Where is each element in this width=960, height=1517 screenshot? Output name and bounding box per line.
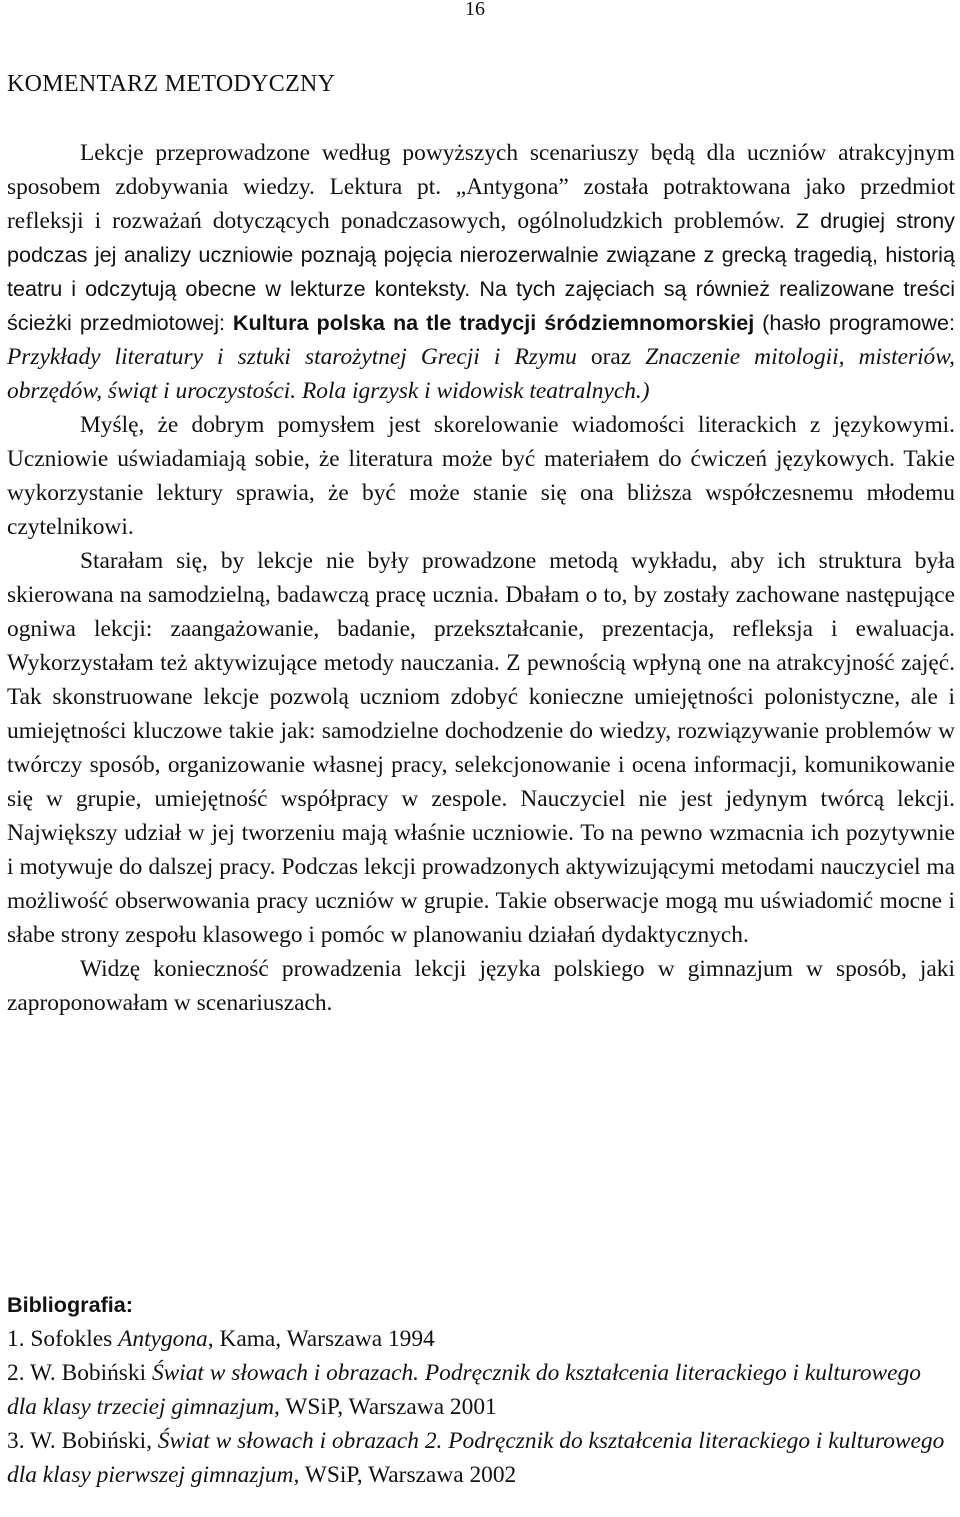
page-number: 16: [465, 0, 485, 20]
cross-curricular-path-title: Kultura polska na tle tradycji śródziemnomorskiej: [232, 310, 755, 335]
bib-item-title: Antygona: [118, 1326, 208, 1352]
paragraph-intro-part-f: oraz: [590, 344, 632, 370]
bib-item-title: Świat w słowach i obrazach 2. Podręcznik do kształcenia literackiego i kulturowego dla klasy pierwszej gimnazjum: [7, 1428, 945, 1488]
program-topic-1: Przykłady literatury i sztuki starożytnej Grecji i Rzymu: [7, 344, 577, 370]
paragraph-intro-part-a: Lekcje przeprowadzone według powyższych scenariuszy będą dla uczniów atrakcyjnym sposobem zdobywania wiedzy. Lektura pt. „Antygona” została potraktowana jako przedmiot refleksji i rozważań dotyczących ponadczasowych, ogólnoludzkich problemów.: [7, 140, 955, 234]
bib-item-publisher: , WSiP, Warszawa 2002: [293, 1462, 517, 1488]
paragraph-intro: [7, 136, 955, 408]
section-heading: KOMENTARZ METODYCZNY: [7, 71, 336, 97]
bib-item-author: 3. W. Bobiński,: [7, 1428, 158, 1454]
bibliography: [7, 1288, 955, 1492]
bib-item-title: Świat w słowach i obrazach. Podręcznik do kształcenia literackiego i kulturowego dla klasy trzeciej gimnazjum: [7, 1360, 921, 1420]
paragraph-intro-part-d: (hasło programowe:: [762, 310, 955, 335]
bib-item-publisher: , WSiP, Warszawa 2001: [274, 1394, 497, 1420]
bib-item-author: 2. W. Bobiński: [7, 1360, 152, 1386]
paragraph-methods: Starałam się, by lekcje nie były prowadzone metodą wykładu, aby ich struktura była skierowana na samodzielną, badawczą pracę ucznia. Dbałam o to, by zostały zachowane następujące ogniwa lekcji: zaangażowanie, badanie, przekształcanie, prezentacja, refleksja i ewaluacja. Wykorzystałam też aktywizujące metody nauczania. Z pewnością wpłyną one na atrakcyjność zajęć. Tak skonstruowane lekcje pozwolą uczniom zdobyć konieczne umiejętności polonistyczne, ale i umiejętności kluczowe takie jak: samodzielne dochodzenie do wiedzy, rozwiązywanie problemów w twórczy sposób, organizowanie własnej pracy, selekcjonowanie i ocena informacji, komunikowanie się w grupie, umiejętność współpracy w zespole. Nauczyciel nie jest jedynym twórcą lekcji. Największy udział w jej tworzeniu mają właśnie uczniowie. To na pewno wzmacnia ich pozytywnie i motywuje do dalszej pracy. Podczas lekcji prowadzonych aktywizującymi metodami nauczyciel ma możliwość obserwowania pracy uczniów w grupie. Takie obserwacje mogą mu uświadomić mocne i słabe strony zespołu klasowego i pomóc w planowaniu działań dydaktycznych.: [7, 548, 955, 948]
paragraph-intro-part-b: Z drugiej strony podczas jej analizy uczniowie poznają pojęcia nierozerwalnie związane z grecką tragedią, historią teatru i odczytują obecne w lekturze konteksty. Na tych zajęciach są również realizowane treści ścieżki przedmiotowej:: [7, 208, 955, 335]
paragraph-conclusion: Widzę konieczność prowadzenia lekcji języka polskiego w gimnazjum w sposób, jaki zaproponowałam w scenariuszach.: [7, 956, 955, 1016]
paragraph-correlation: Myślę, że dobrym pomysłem jest skorelowanie wiadomości literackich z językowymi. Uczniowie uświadamiają sobie, że literatura może być materiałem do ćwiczeń językowych. Takie wykorzystanie lektury sprawia, że być może stanie się ona bliższa współczesnemu młodemu czytelnikowi.: [7, 412, 955, 540]
program-topic-2: Znaczenie mitologii, misteriów, obrzędów, świąt i uroczystości. Rola igrzysk i widowisk teatralnych.): [7, 344, 955, 404]
bib-item-author: 1. Sofokles: [7, 1326, 119, 1352]
bibliography-item: [7, 1424, 955, 1492]
bibliography-heading: Bibliografia:: [7, 1292, 133, 1317]
bibliography-item: [7, 1322, 955, 1356]
commentary-body: [7, 136, 955, 1020]
bibliography-item: [7, 1356, 955, 1424]
bib-item-publisher: , Kama, Warszawa 1994: [207, 1326, 435, 1352]
